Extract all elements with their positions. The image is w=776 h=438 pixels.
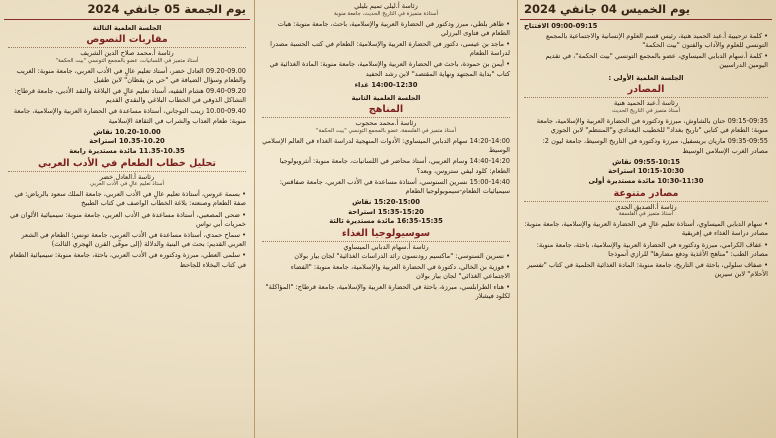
roundtable-chair-affiliation: أستاذ متميز في الفلسفة xyxy=(618,211,674,218)
session-chair-affiliation: أستاذ متميز في التاريخ الحديث xyxy=(611,108,681,114)
lunch-time: 14:00-12:30 غداء xyxy=(354,80,418,89)
roundtable-item: • عفاف الكرامي، مبرزة ودكتوره في الحضارة العربية والإسلامية، باحثة، جامعة منوبة: مصادر الطب: "مناهج الأغذية ودفع مضارها" للرازي أنموذجا xyxy=(524,241,768,259)
roundtable-time: 16:35-15:35 مائدة مستديرة ثالثة xyxy=(329,217,443,226)
talk-item: 15:00-14:40 نسرين السنوسي، أستاذة مساعدة في الأدب العربي، جامعة صفاقس: سيميائيات الطعام-سيموبولوجيا الطعام xyxy=(279,177,510,196)
column-divider xyxy=(254,0,255,438)
roundtable-time: 11.35-10.35 مائدة مستديرة رابعة xyxy=(69,147,185,155)
roundtable-item: • صفاف سلولي، باحثة في التاريخ، جامعة منوبة: المادة الغذائية الحلمية في كتاب "تفسير الأحلام" لابن سيرين xyxy=(524,261,768,279)
discussion-time: 09:55-10:15 نقاش xyxy=(612,157,680,166)
talk-item: • أيمن بن حمودة، باحث في الحضارة العربية والإسلامية، جامعة منوبة: المادة الغذائية في كتاب "بداية المجتهد ونهاية المقتصد" لابن رشد الحفيد xyxy=(262,60,510,78)
roundtable-title: مصادر متنوعة xyxy=(524,188,768,202)
opening-item: • كلمة أ.سهام الدبابي الميساوي، عضو بالمجمع التونسي "بيت الحكمة"، في تقديم اليومين الدراسيين xyxy=(524,52,768,70)
discussion-time: 10.20-10.00 نقاش xyxy=(93,127,161,136)
roundtable-chair: رئاسة أ.الصديق الجدي xyxy=(615,202,677,211)
roundtable-item: • سلمى العطي، مبرزة ودكتوره في الأدب العربي، باحثة، جامعة منوبة: سيميائية الطعام في كتاب البخلاء للجاحظ xyxy=(8,251,246,269)
session-chair: رئاسة أ.محمد محجوب xyxy=(355,119,417,128)
roundtable-chair: رئاسة أ.سهام الدبابي الميساوي xyxy=(343,243,429,251)
opening-time: 09:00-09:15 الافتتاح xyxy=(524,22,598,30)
session-chair: رئاسة أ.محمد صلاح الدين الشريف xyxy=(80,49,174,57)
talk-item: 10.00-09.40 زينب التوجاني، أستاذة مساعدة في الحضارة العربية والإسلامية، جامعة منوبة: طعام العذاب والشراب في الثقافة الإسلامية xyxy=(13,107,246,125)
talk-item: 09.40-09.20 هشام الفقيه، أستاذ تعليم عالٍ في البلاغة والنقد الأدبي، جامعة قرطاج: التشاكل الذوقي في الخطاب البلاغي والنقدي القديم xyxy=(14,87,246,105)
session-chair: رئاسة أ.عبد الحميد هنية xyxy=(613,99,679,108)
column-divider xyxy=(517,0,518,438)
day-heading: يوم الخميس 04 جانفي 2024 xyxy=(520,0,772,20)
roundtable-item: • ضحى المصعبي، أستاذة مساعدة في الأدب العربي، جامعة منوبة: سيميائية الألوان في خمريات أبي نواس xyxy=(8,211,246,229)
talk-item: 14:40-14:20 وسام العريبي، أستاذ محاضر في اللسانيات، جامعة منوبة: أنثروبولوجيا الطعام: كلود ليفي ستروس، وبعد؟ xyxy=(279,157,510,175)
roundtable-chair-affiliation: أستاذ تعليم عالٍ في الأدب العربي xyxy=(90,181,164,188)
session-title: المناهج xyxy=(262,104,510,118)
break-time: 15:35-15:20 استراحة xyxy=(348,207,424,216)
talk-item: • طاهر بلطي، مبرز ودكتور في الحضارة العربية والإسلامية، باحث، جامعة منوبة: هبات الطعام في فتاوى البرزلي xyxy=(262,20,510,38)
day-one-column xyxy=(520,0,772,438)
session-label: الجلسة العلمية الثانية xyxy=(351,94,421,103)
talk-item: • ماجد بن عيسى، دكتور في الحضارة العربية والإسلامية: الطعام في كتب الحسبة مصدرا لدراسة الطعام xyxy=(262,40,510,58)
discussion-time: 15:20-15:00 نقاش xyxy=(352,198,420,207)
day-heading: يوم الجمعة 05 جانفي 2024 xyxy=(4,0,250,20)
talk-item: 14:20-14:00 سهام الدبابي الميساوي: الأدوات المنهجية لدراسة الغذاء في العالم الإسلامي الوسيط xyxy=(262,137,510,155)
break-time: 10.35-10.20 استراحة xyxy=(89,137,165,146)
roundtable-item: • سهام الدبابي الميساوي، أستاذة تعليم عالٍ في الحضارة العربية والإسلامية، جامعة منوبة: مصادر دراسة الغذاء في إفريقية xyxy=(524,220,768,238)
opening-item: • كلمة ترحيبية أ.عبد الحميد هنية، رئيس قسم العلوم الإنسانية والاجتماعية بالمجمع التونسي للعلوم والآداب والفنون "بيت الحكمة" xyxy=(524,32,768,50)
session-label: الجلسة العلمية الأولى : xyxy=(608,74,684,83)
talk-item: 09:15-09:35 حنان بالشاوش، مبرزة ودكتوره في الحضارة العربية والإسلامية، جامعة منوبة: الطعام في كتابي "تاريخ بغداد" للخطيب البغدادي و"المنتظم" لابن الجوزي xyxy=(536,117,768,135)
roundtable-item: • بسمة عروس، أستاذة تعليم عالٍ في الأدب العربي، جامعة الملك سعود بالرياض: في صفة الطعام وصنعته: بلاغة الخطاب الواصف في كتاب الطبيخ xyxy=(8,190,246,208)
day-two-column xyxy=(4,0,250,438)
session-title: مقاربات النصوص xyxy=(8,34,246,48)
talk-item: 09:35-09:55 ماريان بريسفيل، مبرزة ودكتوره في التاريخ الوسيط، جامعة ليون 2: مصادر الغرب الإسلامي الوسيط xyxy=(542,137,768,155)
session-chair-affiliation: أستاذة متميزة في التاريخ الحديث، جامعة منوبة xyxy=(334,10,438,17)
roundtable-item: • هناء الطرابلسي، مبرزة، باحثة في الحضارة العربية والإسلامية، جامعة قرطاج: "المؤاكلة" لكلود فيشلار xyxy=(262,283,510,301)
roundtable-item: • سماح حمدي، أستاذة مساعدة في الأدب العربي، جامعة تونس: الطعام في الشعر العربي القديم: بحث في البنية والدلالة (إلى موفّى القرن الهجري الثالث) xyxy=(8,231,246,249)
break-time: 10:15-10:30 استراحة xyxy=(608,167,684,176)
roundtable-time: 10:30-11:30 مائدة مستديرة أولى xyxy=(588,177,704,185)
session-label: الجلسة العلمية الثالثة xyxy=(92,24,162,32)
session-chair-affiliation: أستاذ متميز في اللسانيات، عضو بالمجمع التونسي "بيت الحكمة" xyxy=(55,57,199,64)
roundtable-chair: رئاسة أ.العادل خضر xyxy=(99,172,155,181)
session-chair-affiliation: أستاذ متميز في الفلسفة، عضو بالمجمع التونسي "بيت الحكمة" xyxy=(316,128,456,134)
session-title: المصادر xyxy=(524,84,768,98)
roundtable-title: سوسيولوجيا الغذاء xyxy=(262,228,510,242)
day-one-continued-column xyxy=(258,0,514,438)
session-chair: رئاسة أ.ليلى تميم بليلي xyxy=(354,2,418,10)
talk-item: 09.20-09.00 العادل خضر، أستاذ تعليم عالٍ في الأدب العربي، جامعة منوبة: الغريب والطعام وسؤال الضيافة في "حي بن يقظان" لابن طفيل xyxy=(16,66,246,84)
roundtable-item: • نسرين السنوسي: "ماكسيم رودنسون رائد الدراسات الغذائية" لجان بيار بولان xyxy=(262,252,510,261)
roundtable-title: تحليل خطاب الطعام في الأدب العربي xyxy=(8,158,246,172)
roundtable-item: • فوزية بن الخالي، دكتورة في الحضارة العربية والإسلامية، جامعة منوبة: "الفضاء الاجتماعي الغذائي" لجان بيار بولان xyxy=(262,263,510,281)
